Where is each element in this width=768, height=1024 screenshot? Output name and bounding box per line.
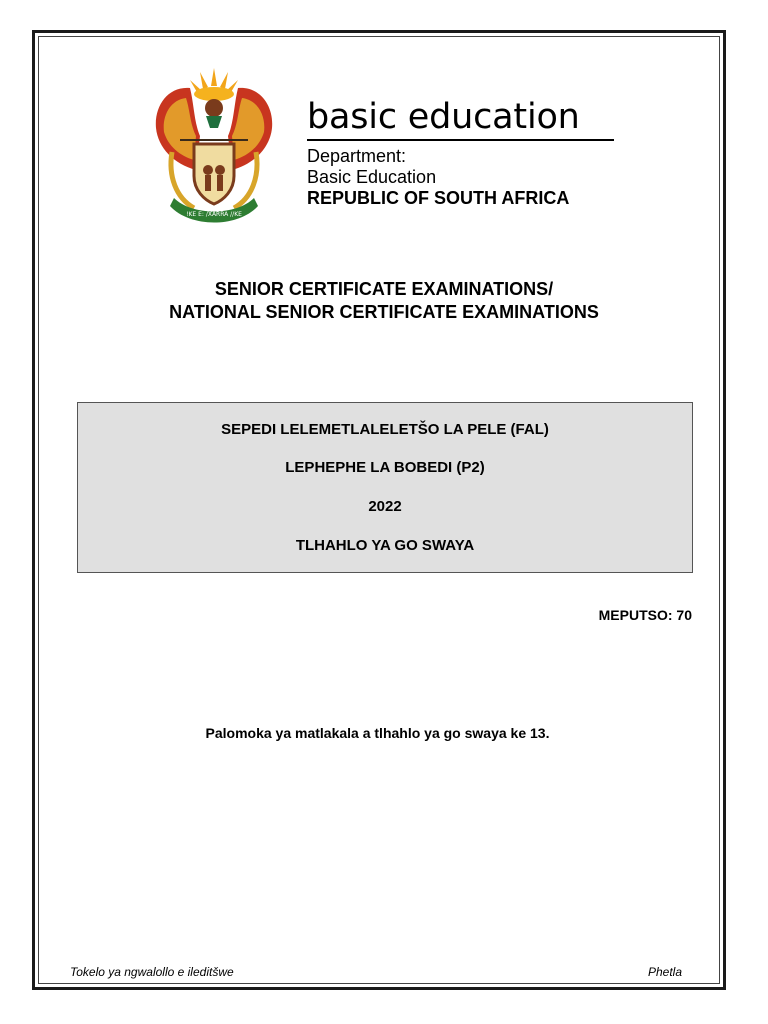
exam-year: 2022 (368, 498, 402, 515)
paper-number: LEPHEPHE LA BOBEDI (P2) (285, 459, 485, 476)
department-line-3: REPUBLIC OF SOUTH AFRICA (307, 188, 570, 208)
exam-heading (0, 278, 768, 324)
coat-of-arms-emblem (150, 66, 278, 228)
emblem-motto: !KE E: /XARRA //KE (186, 211, 242, 218)
page-count-note: Palomoka ya matlakala a tlhahlo ya go swaya ke 13. (205, 725, 550, 741)
turn-over-footer: Phetla (647, 965, 682, 979)
subject-title: SEPEDI LELEMETLALELETŠO LA PELE (FAL) (221, 421, 549, 438)
shield-icon (194, 144, 234, 204)
department-line-1: Department: (307, 146, 407, 166)
copyright-footer: Tokelo ya ngwalollo e ileditšwe (70, 965, 234, 979)
logo-divider (307, 139, 614, 141)
department-block (307, 146, 569, 209)
exam-heading-line-1: SENIOR CERTIFICATE EXAMINATIONS/ (214, 279, 554, 299)
exam-heading-line-2: NATIONAL SENIOR CERTIFICATE EXAMINATIONS (169, 302, 599, 322)
subject-info-box (77, 402, 693, 573)
document-type: TLHAHLO YA GO SWAYA (295, 537, 475, 554)
department-line-2: Basic Education (307, 167, 437, 187)
total-marks: MEPUTSO: 70 (598, 607, 692, 623)
logo-title: basic education (307, 97, 580, 137)
